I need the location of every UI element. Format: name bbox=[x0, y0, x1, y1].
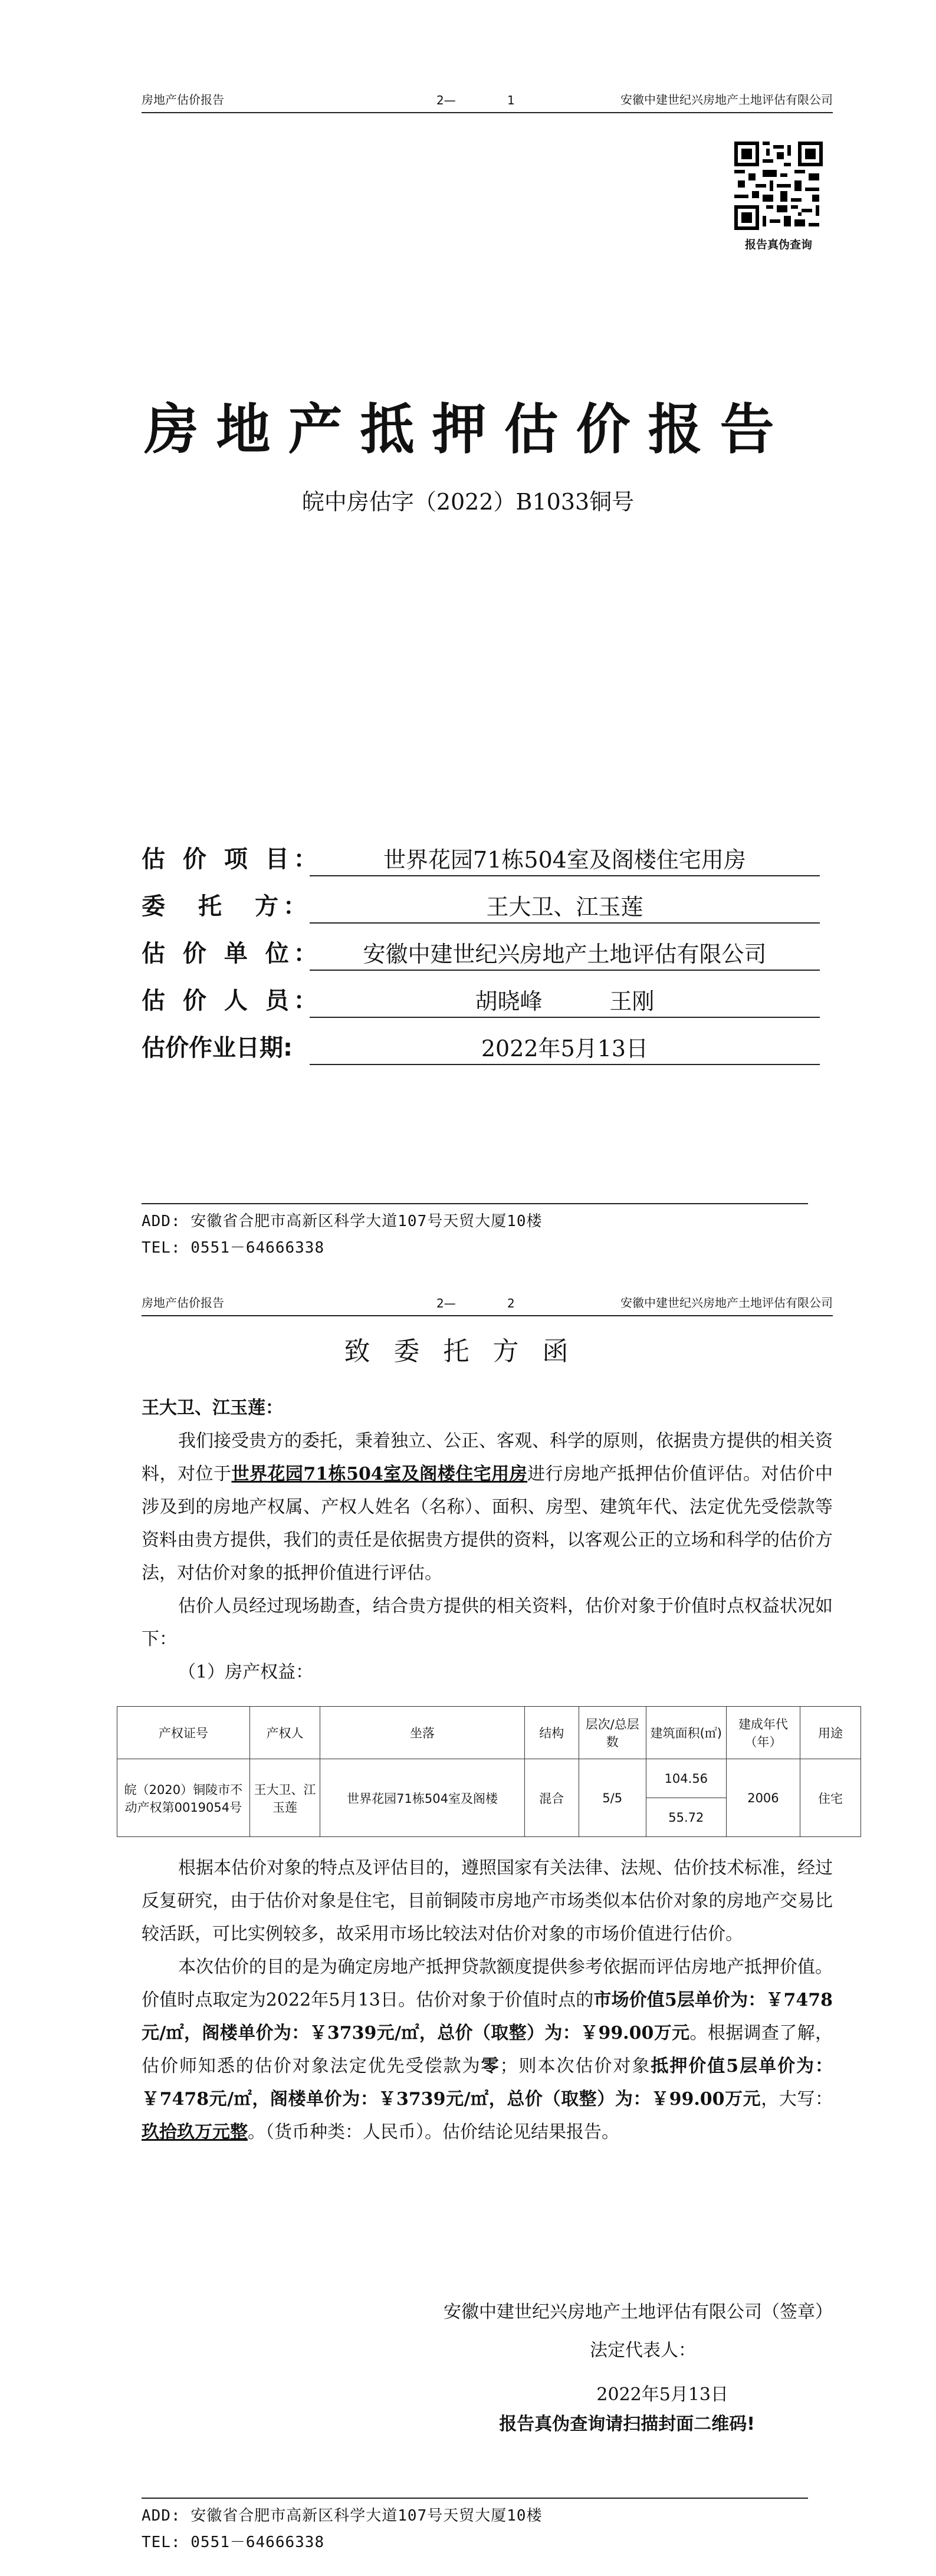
header-page-number: 1 bbox=[507, 93, 515, 107]
table-cell: 104.56 bbox=[646, 1759, 726, 1798]
letter-page bbox=[0, 1292, 936, 2576]
field-label: 估 价 项 目： bbox=[142, 846, 322, 873]
field-value: 王大卫、江玉莲 bbox=[310, 889, 820, 924]
verification-notice: 报告真伪查询请扫描封面二维码! bbox=[499, 2414, 755, 2434]
table-cell: 王大卫、江玉莲 bbox=[249, 1759, 320, 1837]
header-left: 房地产估价报告 bbox=[142, 93, 224, 107]
table-cell: 皖（2020）铜陵市不动产权第0019054号 bbox=[117, 1759, 250, 1837]
paragraph-2: 估价人员经过现场勘查，结合贵方提供的相关资料，估价对象于价值时点权益状况如下： bbox=[142, 1596, 833, 1650]
column-header: 坐落 bbox=[320, 1707, 525, 1759]
text: 。根据调查了解，估价师知悉的估价对象法定优先受偿款为 bbox=[142, 2023, 833, 2076]
table-header-row bbox=[117, 1707, 861, 1759]
footer-divider bbox=[142, 2498, 808, 2499]
salutation: 王大卫、江玉莲： bbox=[142, 1398, 283, 1418]
field-value: 胡晓峰 王刚 bbox=[310, 983, 820, 1018]
column-header: 用途 bbox=[800, 1707, 861, 1759]
property-name: 世界花园71栋504室及阁楼住宅用房 bbox=[231, 1464, 528, 1484]
mortgage-value: 抵押价值5层单价为：￥7478元/㎡，阁楼单价为：￥3739元/㎡，总价（取整）为：￥99.00万元 bbox=[142, 2056, 833, 2110]
footer-phone: TEL: 0551－64666338 bbox=[142, 1239, 325, 1257]
report-title: 房地产抵押估价报告 bbox=[144, 398, 792, 461]
signer: 安徽中建世纪兴房地产土地评估有限公司（签章） bbox=[444, 2302, 833, 2322]
legal-representative: 法定代表人： bbox=[590, 2340, 696, 2361]
letter-date: 2022年5月13日 bbox=[596, 2384, 728, 2405]
page-header bbox=[142, 88, 833, 113]
table-cell: 世界花园71栋504室及阁楼 bbox=[320, 1759, 525, 1837]
market-value: 市场价值5层单价为：￥7478元/㎡，阁楼单价为：￥3739元/㎡，总价（取整）为：￥99.00万元 bbox=[142, 1990, 833, 2043]
page-footer bbox=[142, 1203, 808, 1257]
field-value: 2022年5月13日 bbox=[310, 1030, 820, 1065]
footer-address: ADD: 安徽省合肥市高新区科学大道107号天贸大厦10楼 bbox=[142, 1213, 543, 1230]
field-value: 世界花园71栋504室及阁楼住宅用房 bbox=[310, 842, 820, 876]
letter-body-bottom bbox=[142, 1852, 833, 2149]
field-label: 估 价 单 位： bbox=[142, 940, 322, 967]
rights-table bbox=[117, 1706, 861, 1837]
field-label: 估 价 人 员： bbox=[142, 987, 322, 1014]
header-right: 安徽中建世纪兴房地产土地评估有限公司 bbox=[620, 1296, 833, 1310]
qr-code-icon[interactable] bbox=[734, 142, 823, 230]
paragraph-3: （1）房产权益： bbox=[178, 1662, 314, 1683]
header-left: 房地产估价报告 bbox=[142, 1296, 224, 1310]
text: ；则本次估价对象 bbox=[500, 2056, 651, 2076]
paragraph-4: 根据本估价对象的特点及评估目的，遵照国家有关法律、法规、估价技术标准，经过反复研究，由于估价对象是住宅，目前铜陵市房地产市场类似本估价对象的房地产交易比较活跃，可比实例较多，故采用市场比较法对估价对象的市场价值进行估价。 bbox=[142, 1858, 833, 1944]
text: 本次估价的目的是为确定房地产抵押贷款额度提供参考依据而评估房地产抵押价值。价值时点取定为2022年5月13日。估价对象于价值时点的 bbox=[142, 1957, 833, 2010]
field-appraiser-org bbox=[142, 938, 820, 973]
header-page-mark: 2— bbox=[436, 1296, 456, 1310]
field-label: 估价作业日期: bbox=[142, 1034, 293, 1062]
column-header: 层次/总层数 bbox=[579, 1707, 646, 1759]
field-date bbox=[142, 1032, 820, 1067]
priority-claim: 零 bbox=[481, 2056, 500, 2076]
field-project bbox=[142, 843, 820, 879]
field-label: 委 托 方： bbox=[142, 893, 311, 920]
column-header: 结构 bbox=[524, 1707, 579, 1759]
table-cell: 5/5 bbox=[579, 1759, 646, 1837]
field-value: 安徽中建世纪兴房地产土地评估有限公司 bbox=[310, 936, 820, 971]
text: 。（货币种类：人民币）。估价结论见结果报告。 bbox=[248, 2122, 619, 2143]
amount-in-words: 玖拾玖万元整 bbox=[142, 2122, 248, 2143]
column-header: 产权证号 bbox=[117, 1707, 250, 1759]
table-cell: 混合 bbox=[524, 1759, 579, 1837]
text: 进行房地产抵押估价值评估。对估价中涉及到的房地产权属、产权人姓名（名称）、面积、房型、建筑年代、法定优先受偿款等资料由贵方提供，我们的责任是依据贵方提供的资料，以客观公正的立场和科学的估价方法，对估价对象的抵押价值进行评估。 bbox=[142, 1464, 833, 1583]
page-footer bbox=[142, 2498, 808, 2552]
column-header: 产权人 bbox=[249, 1707, 320, 1759]
column-header: 建成年代（年） bbox=[726, 1707, 800, 1759]
header-page-number: 2 bbox=[507, 1296, 515, 1310]
header-right: 安徽中建世纪兴房地产土地评估有限公司 bbox=[620, 93, 833, 107]
page-header bbox=[142, 1292, 833, 1316]
header-page-mark: 2— bbox=[436, 93, 456, 107]
footer-address: ADD: 安徽省合肥市高新区科学大道107号天贸大厦10楼 bbox=[142, 2507, 543, 2525]
table-cell: 55.72 bbox=[646, 1798, 726, 1837]
table-row bbox=[117, 1759, 861, 1798]
paragraph-1 bbox=[142, 1425, 833, 1590]
field-appraisers bbox=[142, 985, 820, 1020]
letter-body-top bbox=[142, 1392, 833, 1689]
table-cell: 2006 bbox=[726, 1759, 800, 1837]
field-client bbox=[142, 891, 820, 926]
letter-title: 致委托方函 bbox=[344, 1336, 592, 1366]
text: ，大写： bbox=[761, 2089, 833, 2110]
table-cell: 住宅 bbox=[800, 1759, 861, 1837]
footer-divider bbox=[142, 1203, 808, 1204]
qr-caption: 报告真伪查询 bbox=[744, 238, 812, 251]
column-header: 建筑面积(㎡) bbox=[646, 1707, 726, 1759]
paragraph-5 bbox=[142, 1951, 833, 2149]
text: 我们接受贵方的委托，秉着独立、公正、客观、科学的原则，依据贵方提供的相关资料，对位于 bbox=[142, 1431, 833, 1484]
footer-phone: TEL: 0551－64666338 bbox=[142, 2534, 325, 2551]
doc-number: 皖中房估字（2022）B1033铜号 bbox=[301, 489, 635, 515]
